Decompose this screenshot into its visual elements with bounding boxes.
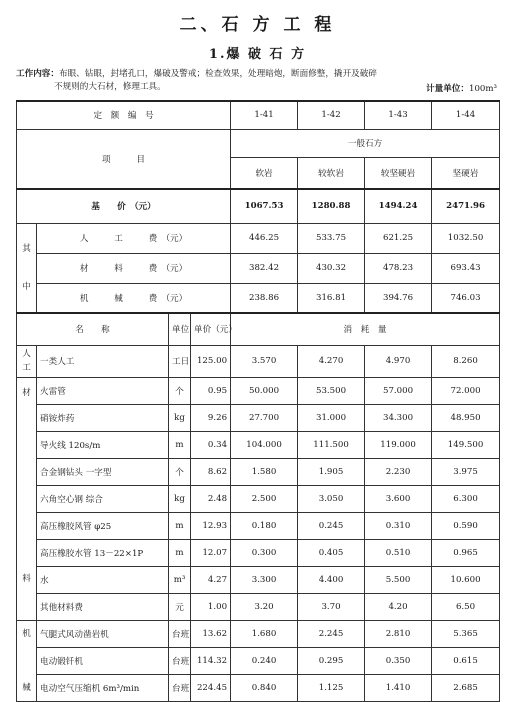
work-content-text-2: 不规则的大石材，修理工具。 xyxy=(54,82,166,92)
quota-table xyxy=(16,100,500,702)
resource-price: 2.48 xyxy=(191,485,231,512)
consumption-value: 3.570 xyxy=(231,345,298,377)
resource-name: 气腿式风动凿岩机 xyxy=(37,620,169,647)
resource-unit: m xyxy=(169,539,191,566)
consumption-value: 2.230 xyxy=(365,458,432,485)
consumption-value: 2.500 xyxy=(231,485,298,512)
fee-value: 316.81 xyxy=(298,283,365,313)
resource-unit: m xyxy=(169,431,191,458)
fee-value: 478.23 xyxy=(365,253,432,283)
machinery-side-label xyxy=(17,620,37,701)
consumption-value: 48.950 xyxy=(432,404,500,431)
fee-value: 746.03 xyxy=(432,283,500,313)
base-price-value: 2471.96 xyxy=(432,189,500,223)
fee-value: 238.86 xyxy=(231,283,298,313)
consumption-value: 3.20 xyxy=(231,593,298,620)
resource-price: 12.07 xyxy=(191,539,231,566)
fee-value: 446.25 xyxy=(231,223,298,253)
consumption-value: 0.840 xyxy=(231,674,298,701)
consumption-value: 3.050 xyxy=(298,485,365,512)
consumption-value: 104.000 xyxy=(231,431,298,458)
fee-value: 382.42 xyxy=(231,253,298,283)
consumption-value: 3.600 xyxy=(365,485,432,512)
consumption-value: 27.700 xyxy=(231,404,298,431)
resource-price: 13.62 xyxy=(191,620,231,647)
fee-value: 621.25 xyxy=(365,223,432,253)
base-price-value: 1067.53 xyxy=(231,189,298,223)
fee-side-top: 其 xyxy=(22,243,31,254)
material-side-1: 材 xyxy=(22,387,31,398)
resource-name: 其他材料费 xyxy=(37,593,169,620)
resource-price: 9.26 xyxy=(191,404,231,431)
consumption-value: 4.270 xyxy=(298,345,365,377)
resource-unit: m³ xyxy=(169,566,191,593)
resource-name: 水 xyxy=(37,566,169,593)
consumption-value: 3.975 xyxy=(432,458,500,485)
unit-value: 100m³ xyxy=(469,84,497,94)
unit-label: 计量单位： xyxy=(426,84,469,94)
fee-value: 1032.50 xyxy=(432,223,500,253)
fee-row xyxy=(17,253,500,283)
labor-side-2: 工 xyxy=(22,363,31,373)
consumption-value: 0.245 xyxy=(298,512,365,539)
section-subtitle: 1.爆 破 石 方 xyxy=(208,47,307,62)
column-price-header: 单价（元） xyxy=(191,313,231,345)
rock-category: 较坚硬岩 xyxy=(365,157,432,189)
item-label: 项 目 xyxy=(17,129,231,189)
resource-price: 1.00 xyxy=(191,593,231,620)
resource-unit: 个 xyxy=(169,458,191,485)
quota-code: 1-41 xyxy=(231,101,298,129)
consumption-value: 3.300 xyxy=(231,566,298,593)
material-row xyxy=(17,377,500,404)
general-stone-group: 一般石方 xyxy=(231,129,500,157)
base-price-label: 基 价 （元） xyxy=(17,189,231,223)
consumption-value: 0.350 xyxy=(365,647,432,674)
consumption-value: 2.685 xyxy=(432,674,500,701)
consumption-value: 1.580 xyxy=(231,458,298,485)
consumption-value: 0.510 xyxy=(365,539,432,566)
resource-unit: 台班 xyxy=(169,647,191,674)
fee-label: 材 料 费 （元） xyxy=(37,253,231,283)
consumption-value: 4.970 xyxy=(365,345,432,377)
material-row xyxy=(17,485,500,512)
consumption-value: 0.405 xyxy=(298,539,365,566)
base-price-value: 1280.88 xyxy=(298,189,365,223)
resource-price: 8.62 xyxy=(191,458,231,485)
consumption-value: 119.000 xyxy=(365,431,432,458)
consumption-value: 10.600 xyxy=(432,566,500,593)
consumption-value: 6.50 xyxy=(432,593,500,620)
consumption-value: 34.300 xyxy=(365,404,432,431)
item-header-row xyxy=(17,129,500,157)
consumption-value: 5.500 xyxy=(365,566,432,593)
consumption-value: 50.000 xyxy=(231,377,298,404)
machinery-row xyxy=(17,674,500,701)
work-content-text-1: 布眼、钻眼，封堵孔口，爆破及警戒；检查效果，处理暗炮，断面修整，撬开及破碎 xyxy=(58,69,377,79)
material-side-2: 料 xyxy=(22,573,31,584)
resource-unit: kg xyxy=(169,404,191,431)
resource-unit: 台班 xyxy=(169,620,191,647)
consumption-value: 6.300 xyxy=(432,485,500,512)
resource-price: 114.32 xyxy=(191,647,231,674)
consumption-value: 0.240 xyxy=(231,647,298,674)
material-side-label xyxy=(17,377,37,620)
consumption-value: 5.365 xyxy=(432,620,500,647)
consumption-value: 1.680 xyxy=(231,620,298,647)
rock-category: 软岩 xyxy=(231,157,298,189)
resource-price: 0.95 xyxy=(191,377,231,404)
labor-row xyxy=(17,345,500,377)
quota-code: 1-44 xyxy=(432,101,500,129)
resource-price: 0.34 xyxy=(191,431,231,458)
resource-unit: 工日 xyxy=(169,345,191,377)
resource-name: 电动锻钎机 xyxy=(37,647,169,674)
fee-side-bottom: 中 xyxy=(22,281,31,292)
consumption-value: 1.125 xyxy=(298,674,365,701)
consumption-value: 1.905 xyxy=(298,458,365,485)
resource-name: 电动空气压缩机 6m³/min xyxy=(37,674,169,701)
machinery-row xyxy=(17,647,500,674)
resource-unit: 个 xyxy=(169,377,191,404)
consumption-value: 0.300 xyxy=(231,539,298,566)
resource-name: 六角空心钢 综合 xyxy=(37,485,169,512)
consumption-value: 0.615 xyxy=(432,647,500,674)
resource-price: 125.00 xyxy=(191,345,231,377)
fee-value: 693.43 xyxy=(432,253,500,283)
resource-name: 一类人工 xyxy=(37,345,169,377)
consumption-value: 0.180 xyxy=(231,512,298,539)
base-price-value: 1494.24 xyxy=(365,189,432,223)
quota-code: 1-42 xyxy=(298,101,365,129)
consumption-value: 0.295 xyxy=(298,647,365,674)
fee-side-label xyxy=(17,223,37,313)
rock-category: 较软岩 xyxy=(298,157,365,189)
material-row xyxy=(17,512,500,539)
consumption-value: 31.000 xyxy=(298,404,365,431)
material-row xyxy=(17,566,500,593)
machinery-side-1: 机 xyxy=(22,628,31,639)
quota-code-row xyxy=(17,101,500,129)
resource-name: 高压橡胶水管 13－22×1P xyxy=(37,539,169,566)
resource-unit: m xyxy=(169,512,191,539)
consumption-value: 111.500 xyxy=(298,431,365,458)
consumption-value: 0.590 xyxy=(432,512,500,539)
quota-code: 1-43 xyxy=(365,101,432,129)
machinery-side-2: 械 xyxy=(22,682,31,693)
fee-label: 人 工 费 （元） xyxy=(37,223,231,253)
fee-row xyxy=(17,283,500,313)
material-row xyxy=(17,404,500,431)
consumption-value: 1.410 xyxy=(365,674,432,701)
consumption-value: 149.500 xyxy=(432,431,500,458)
column-unit-header: 单位 xyxy=(169,313,191,345)
material-row xyxy=(17,458,500,485)
resource-name: 合金钢钻头 一字型 xyxy=(37,458,169,485)
consumption-value: 3.70 xyxy=(298,593,365,620)
quota-code-label: 定 额 编 号 xyxy=(17,101,231,129)
resource-unit: 元 xyxy=(169,593,191,620)
material-row xyxy=(17,431,500,458)
fee-value: 430.32 xyxy=(298,253,365,283)
page-title: 二、石 方 工 程 xyxy=(179,15,336,35)
consumption-value: 53.500 xyxy=(298,377,365,404)
resource-unit: kg xyxy=(169,485,191,512)
column-consumption-header: 消 耗 量 xyxy=(231,313,500,345)
consumption-value: 4.20 xyxy=(365,593,432,620)
column-header-row xyxy=(17,313,500,345)
consumption-value: 4.400 xyxy=(298,566,365,593)
consumption-value: 72.000 xyxy=(432,377,500,404)
consumption-value: 8.260 xyxy=(432,345,500,377)
rock-category: 坚硬岩 xyxy=(432,157,500,189)
material-row xyxy=(17,593,500,620)
fee-value: 394.76 xyxy=(365,283,432,313)
resource-price: 224.45 xyxy=(191,674,231,701)
resource-name: 高压橡胶风管 φ25 xyxy=(37,512,169,539)
resource-name: 火雷管 xyxy=(37,377,169,404)
consumption-value: 2.810 xyxy=(365,620,432,647)
fee-value: 533.75 xyxy=(298,223,365,253)
measurement-unit xyxy=(426,82,497,94)
resource-price: 12.93 xyxy=(191,512,231,539)
labor-side-label xyxy=(17,345,37,377)
consumption-value: 0.965 xyxy=(432,539,500,566)
fee-row xyxy=(17,223,500,253)
column-name-header: 名 称 xyxy=(17,313,169,345)
resource-name: 导火线 120s/m xyxy=(37,431,169,458)
resource-name: 硝铵炸药 xyxy=(37,404,169,431)
consumption-value: 2.245 xyxy=(298,620,365,647)
material-row xyxy=(17,539,500,566)
machinery-row xyxy=(17,620,500,647)
resource-price: 4.27 xyxy=(191,566,231,593)
resource-unit: 台班 xyxy=(169,674,191,701)
base-price-row xyxy=(17,189,500,223)
work-content xyxy=(16,68,486,94)
labor-side-1: 人 xyxy=(22,349,31,359)
fee-label: 机 械 费 （元） xyxy=(37,283,231,313)
consumption-value: 57.000 xyxy=(365,377,432,404)
work-content-label: 工作内容： xyxy=(16,69,59,79)
consumption-value: 0.310 xyxy=(365,512,432,539)
